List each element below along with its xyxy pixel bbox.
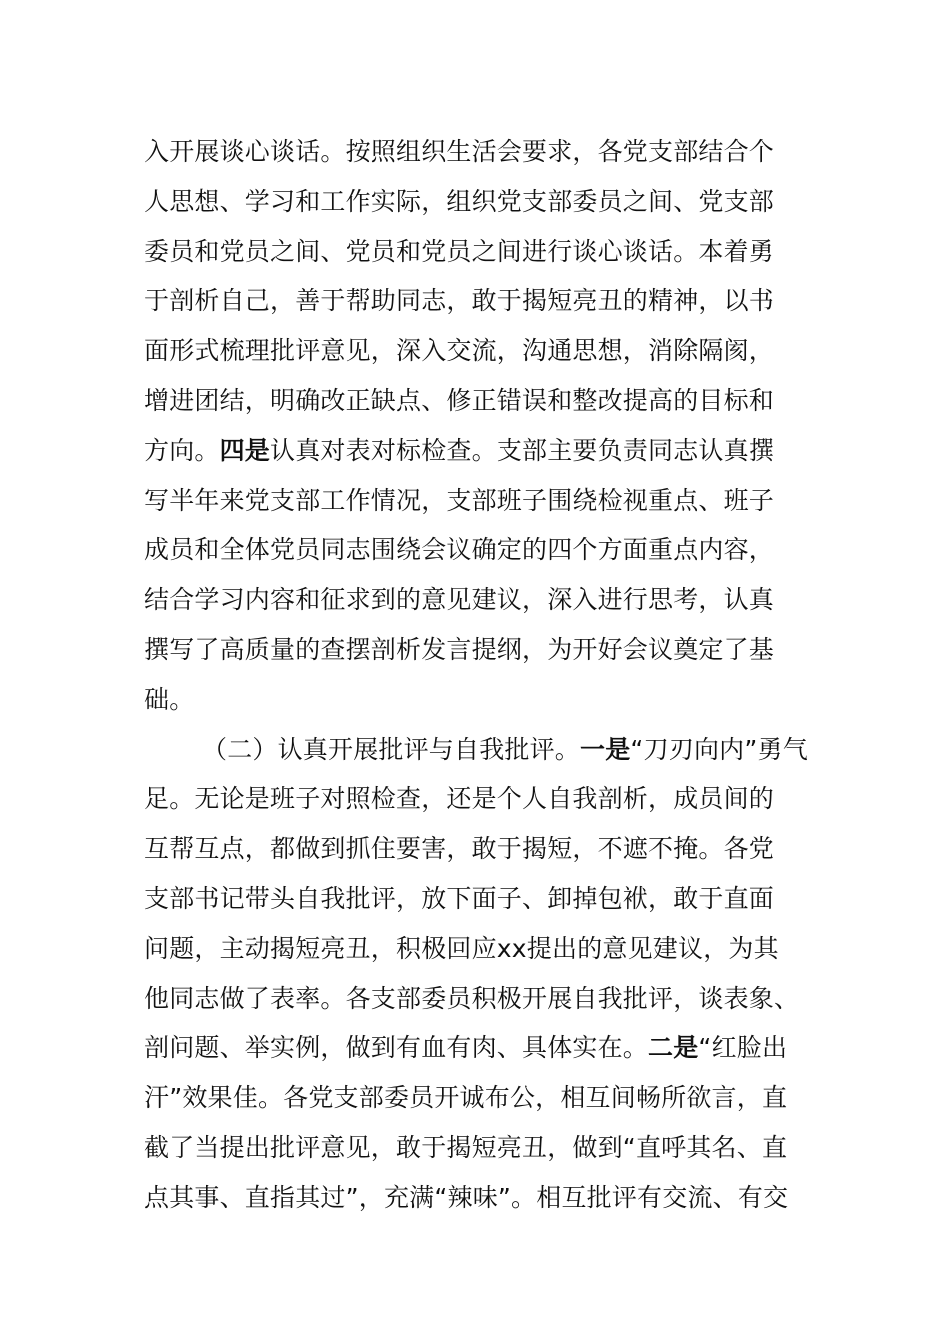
text-line: 结合学习内容和征求到的意见建议，深入进行思考，认真 bbox=[144, 585, 775, 615]
text-line: 面形式梳理批评意见，深入交流，沟通思想，消除隔阂， bbox=[144, 336, 775, 366]
text-line: 足。无论是班子对照检查，还是个人自我剖析，成员间的 bbox=[144, 784, 775, 814]
text-line: 增进团结，明确改正缺点、修正错误和整改提高的目标和 bbox=[144, 385, 775, 415]
text-line: 支部书记带头自我批评，放下面子、卸掉包袱，敢于直面 bbox=[144, 883, 775, 913]
text-line: 成员和全体党员同志围绕会议确定的四个方面重点内容， bbox=[144, 535, 775, 565]
text-line: 委员和党员之间、党员和党员之间进行谈心谈话。本着勇 bbox=[144, 236, 775, 266]
bold-lead-in: 一是 bbox=[580, 734, 631, 764]
text-line: 撰写了高质量的查摆剖析发言提纲，为开好会议奠定了基 bbox=[144, 634, 775, 664]
text-line: 汗”效果佳。各党支部委员开诚布公，相互间畅所欲言，直 bbox=[144, 1083, 788, 1113]
bold-lead-in: 四是 bbox=[219, 435, 271, 465]
text-line: 截了当提出批评意见，敢于揭短亮丑，做到“直呼其名、直 bbox=[144, 1132, 788, 1162]
section-heading: （二）认真开展批评与自我批评。 bbox=[202, 734, 581, 764]
text-line: 问题，主动揭短亮丑，积极回应xx提出的意见建议，为其 bbox=[144, 933, 779, 963]
text-line: （二）认真开展批评与自我批评。一是“刀刃向内”勇气 bbox=[202, 734, 808, 764]
text-line: 础。 bbox=[144, 684, 195, 714]
text-line: 剖问题、举实例，做到有血有肉、具体实在。二是“红脸出 bbox=[144, 1033, 788, 1063]
document-body bbox=[144, 127, 808, 1223]
text-line: 方向。四是认真对表对标检查。支部主要负责同志认真撰 bbox=[144, 435, 775, 465]
text-line: 人思想、学习和工作实际，组织党支部委员之间、党支部 bbox=[144, 186, 775, 216]
bold-lead-in: 二是 bbox=[648, 1033, 699, 1063]
text-line: 入开展谈心谈话。按照组织生活会要求，各党支部结合个 bbox=[144, 137, 775, 166]
text-line: 他同志做了表率。各支部委员积极开展自我批评，谈表象、 bbox=[144, 983, 800, 1013]
text-line: 点其事、直指其过”，充满“辣味”。相互批评有交流、有交 bbox=[144, 1182, 789, 1212]
text-line: 于剖析自己，善于帮助同志，敢于揭短亮丑的精神，以书 bbox=[144, 286, 775, 316]
text-line: 写半年来党支部工作情况，支部班子围绕检视重点、班子 bbox=[144, 485, 775, 515]
text-line: 互帮互点，都做到抓住要害，敢于揭短，不遮不掩。各党 bbox=[144, 834, 775, 864]
